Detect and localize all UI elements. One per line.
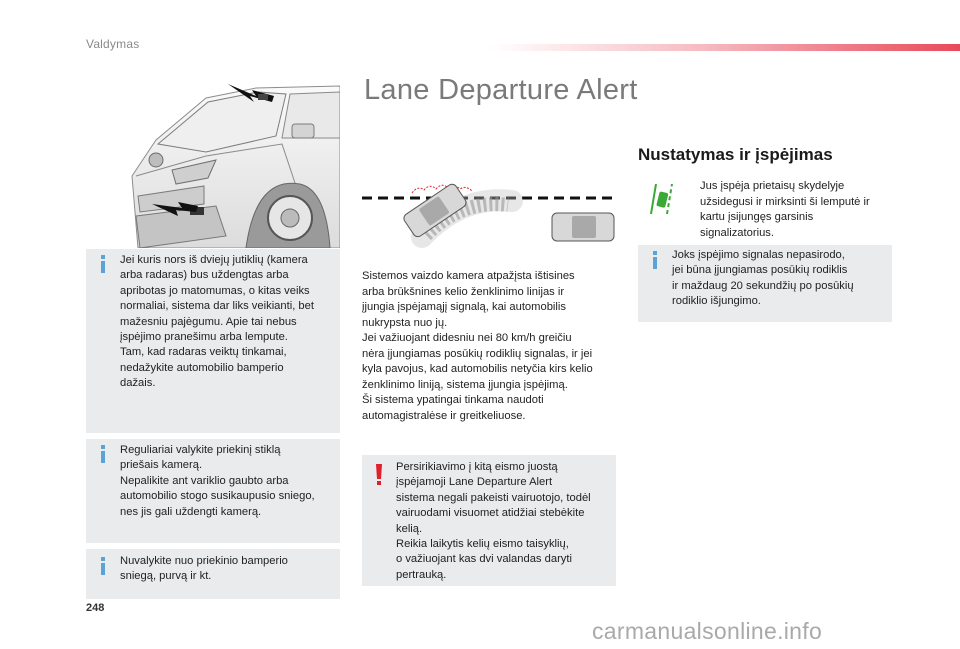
text-line: o važiuojant kas dvi valandas daryti [396,553,572,566]
text-line: dažais. [120,377,156,390]
text-line: Jei kuris nors iš dviejų jutiklių (kamera [120,254,308,266]
text-line: kelią. [396,522,423,535]
text-line: Sistemos vaizdo kamera atpažįsta ištisines [362,270,575,282]
text-line: jei būna įjungiamas posūkių rodiklis [672,264,848,277]
info-icon [96,557,110,575]
text-line: Reikia laikytis kelių eismo taisyklių, [396,538,569,551]
info-icon [96,445,110,463]
text-line: Tam, kad radaras veiktų tinkamai, [120,346,287,359]
text-line: ženklinimo liniją, sistema įjungia įspėjimą. [362,378,568,391]
text-line: arba radaras) bus uždengtas arba [120,269,289,282]
text-line: Persirikiavimo į kitą eismo juostą [396,461,558,473]
text-line: nes jis gali uždengti kamerą. [120,505,262,518]
text-line: Reguliariai valykite priekinį stiklą [120,444,281,456]
text-line: Jei važiuojant didesniu nei 80 km/h greičiu [362,332,572,344]
warning-text [396,460,612,583]
warning-box [362,455,616,586]
text-line: Nepalikite ant variklio gaubto arba [120,474,289,487]
intro-text: Jus įspėja prietaisų skydelyje užsidegusi ir mirksinti ši lemputė ir kartu įsijungęs garsinis signalizatorius. [700,180,870,239]
text-line: Ši sistema ypatingai tinkama naudoti [362,394,544,406]
page-number: 248 [86,602,105,614]
info-box-bumper [86,549,340,599]
warning-exclamation-icon [372,464,386,486]
text-line: nukrypsta nuo jų. [362,316,448,329]
text-line: įspėjimo pranešimu arba lempute. [120,331,288,344]
text-line: vairuodami visuomet atidžiai stebėkite [396,507,585,520]
info-icon [648,251,662,269]
text-line: pertrauką. [396,568,447,581]
indicator-note-text [672,248,888,310]
text-line: įspėjamoji Lane Departure Alert [396,476,553,489]
text-line: Joks įspėjimo signalas nepasirodo, [672,249,845,261]
text-line: nėra įjungiamas posūkių rodiklių signalas, ir jei [362,347,593,360]
text-line: ir maždaug 20 sekundžių po posūkių [672,279,854,292]
text-line: mažesniu pajėgumu. Apie tai nebus [120,315,297,328]
lane-warning-lamp-icon [647,182,675,216]
info-box-windscreen [86,439,340,543]
page-title: Lane Departure Alert [364,74,638,106]
lane-departure-diagram [362,175,616,265]
info-icon [96,255,110,273]
bumper-note-text [120,554,336,585]
text-line: sistema negali pakeisti vairuotojo, todėl [396,491,591,504]
van-illustration [86,66,340,248]
windscreen-note-text [120,443,336,520]
text-line: rodiklio išjungimo. [672,295,761,308]
header-accent-bar [490,44,960,51]
watermark: carmanualsonline.info [592,618,823,644]
description-text [362,269,618,424]
text-line: apribotas jo matomumas, o kitas veiks [120,284,310,297]
text-line: normaliai, sistema dar liks veikianti, bet [120,300,314,313]
text-line: kyla pavojus, kad automobilis netyčia kirs kelio [362,363,593,375]
text-line: priešais kamerą. [120,459,203,472]
info-box-indicator [638,245,892,322]
info-box-sensors [86,249,340,433]
text-line: automobilio stogo susikaupusio sniego, [120,490,315,503]
text-line: įjungia įspėjamąjį signalą, kai automobilis [362,301,566,313]
section-title: Nustatymas ir įspėjimas [638,145,833,164]
text-line: automagistralėse ir greitkeliuose. [362,409,526,422]
sensor-note-text [120,253,336,392]
text-line: arba brūkšnines kelio ženklinimo linijas ir [362,285,565,298]
header-section-label: Valdymas [86,37,140,51]
text-line: sniegą, purvą ir kt. [120,570,212,583]
text-line: nedažykite automobilio bamperio [120,361,284,374]
text-line: Nuvalykite nuo priekinio bamperio [120,555,288,567]
